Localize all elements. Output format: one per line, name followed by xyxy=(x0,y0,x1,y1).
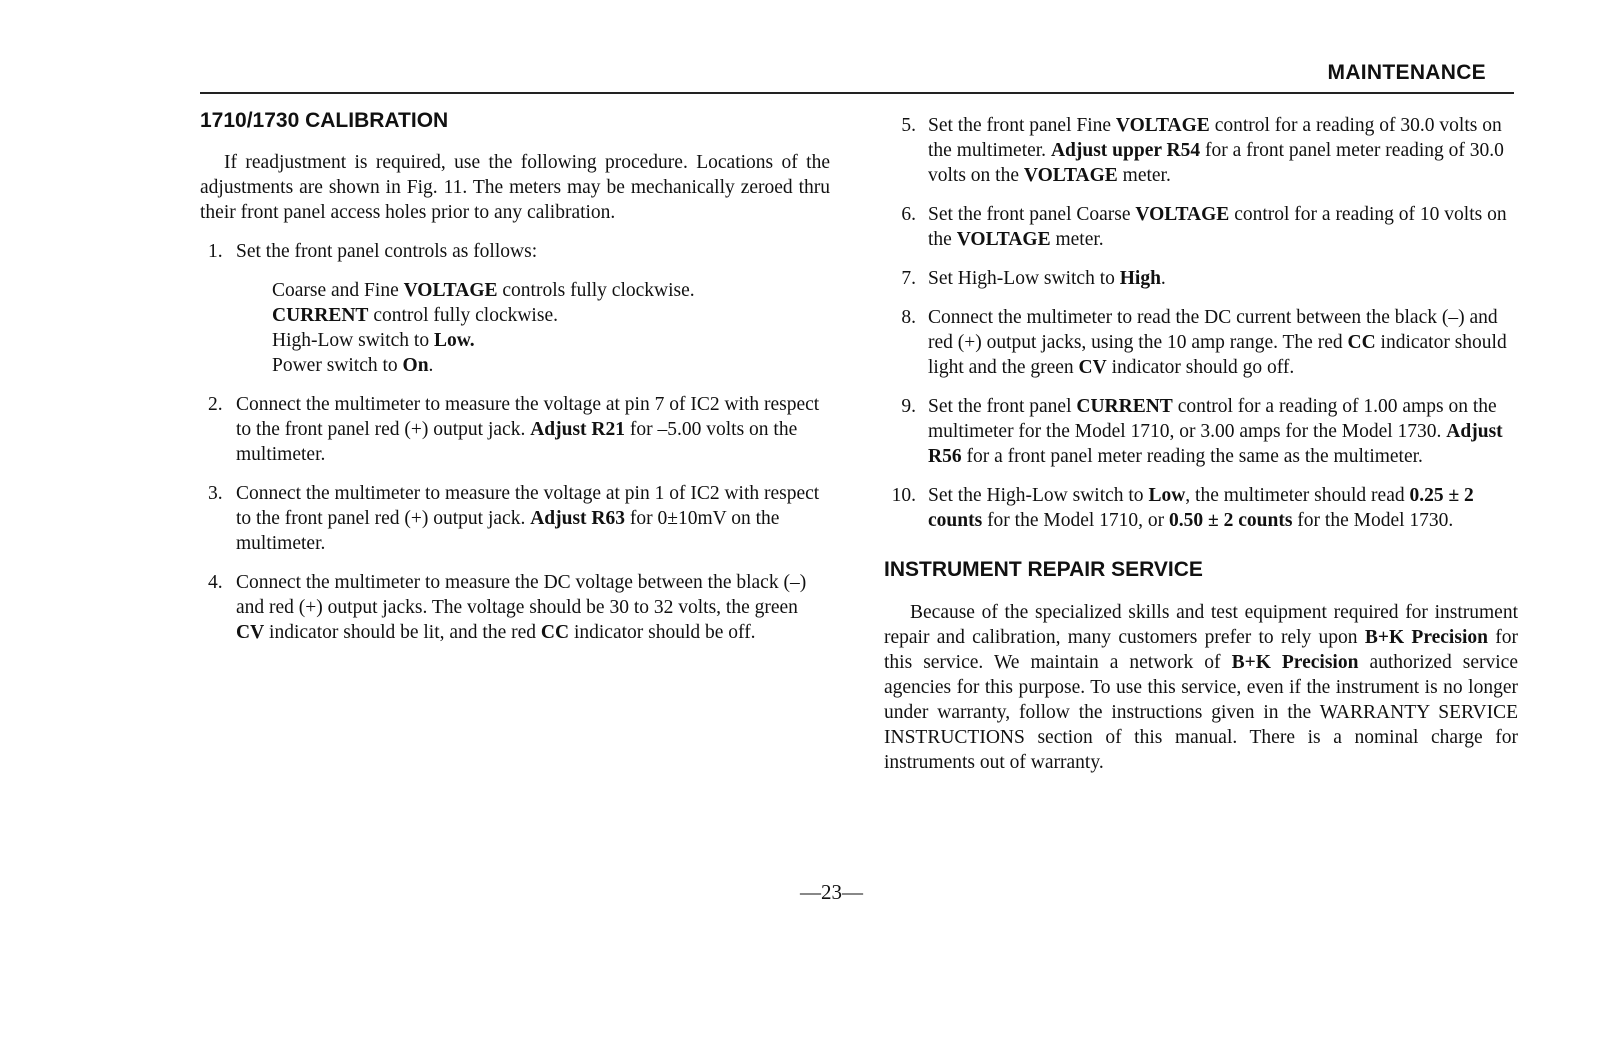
bold-term: 0.25 ± 2 counts xyxy=(928,485,1474,531)
step-number: 8. xyxy=(901,307,916,328)
step-text xyxy=(236,394,819,465)
calibration-heading: 1710/1730 CALIBRATION xyxy=(200,109,449,132)
text-run: . xyxy=(1160,268,1166,289)
step-text xyxy=(928,396,1503,467)
step-number: 1. xyxy=(208,241,223,262)
text-run: control for a reading of 30.0 volts on the multimeter. xyxy=(928,115,1502,161)
calibration-steps-right xyxy=(884,113,1518,533)
text-run: meter. xyxy=(1050,229,1104,250)
text-run: , the multimeter should read xyxy=(1185,485,1410,506)
text-run: Coarse and Fine xyxy=(272,280,404,301)
setting-line xyxy=(272,303,830,328)
text-run: for the Model 1710, or xyxy=(982,510,1170,531)
page-number: —23— xyxy=(800,880,863,904)
text-run: control fully clockwise. xyxy=(368,305,558,326)
bold-term: Adjust R63 xyxy=(530,508,626,529)
step-text xyxy=(928,307,1507,378)
step-item xyxy=(884,202,1518,252)
bold-term: Low xyxy=(1148,485,1186,506)
step-text xyxy=(928,204,1507,250)
text-run: for a front panel meter reading the same as the multimeter. xyxy=(961,446,1423,467)
text-run: for this service. We maintain a network of xyxy=(884,627,1518,673)
calibration-intro: If readjustment is required, use the following procedure. Locations of the adjustments are shown in Fig. 11. The meters may be mechanically zeroed thru their front panel access holes prior to any calibration. xyxy=(200,152,830,223)
text-run: High-Low switch to xyxy=(272,330,434,351)
step-number: 6. xyxy=(901,204,916,225)
bold-term: CURRENT xyxy=(272,305,369,326)
text-run: Set the front panel Fine xyxy=(928,115,1116,136)
step-number: 4. xyxy=(208,572,223,593)
left-column xyxy=(200,108,830,645)
step-number: 7. xyxy=(901,268,916,289)
bold-term: CV xyxy=(236,622,265,643)
calibration-steps-left xyxy=(200,239,830,645)
text-run: controls fully clockwise. xyxy=(497,280,695,301)
step-number: 5. xyxy=(901,115,916,136)
bold-term: CC xyxy=(540,622,570,643)
bold-term: VOLTAGE xyxy=(956,229,1051,250)
bold-term: VOLTAGE xyxy=(403,280,498,301)
step-text xyxy=(928,485,1474,531)
text-run: authorized service agencies for this purpose. To use this service, even if the instrument is no longer under warranty, follow the instructions given in the WARRANTY SERVICE INSTRUCTIONS section of this manual. There is a nominal charge for instruments out of warranty. xyxy=(884,652,1518,773)
text-run: Connect the multimeter to read the DC current between the black (–) and red (+) output jacks, using the 10 amp range. The red xyxy=(928,307,1498,353)
header-rule xyxy=(200,92,1514,94)
text-run: Because of the specialized skills and test equipment required for instrument repair and calibration, many customers prefer to rely upon xyxy=(884,602,1518,648)
text-run: Set the front panel controls as follows: xyxy=(236,241,538,262)
text-run: Set the front panel xyxy=(928,396,1077,417)
step-number: 3. xyxy=(208,483,223,504)
step-item xyxy=(200,570,830,645)
text-run: Set High-Low switch to xyxy=(928,268,1120,289)
setting-line xyxy=(272,353,830,378)
text-run: meter. xyxy=(1117,165,1171,186)
step-text xyxy=(236,483,819,554)
step-text xyxy=(928,115,1504,186)
bold-term: B+K Precision xyxy=(1364,627,1488,648)
setting-line xyxy=(272,328,830,353)
bold-term: CC xyxy=(1347,332,1376,353)
step-item xyxy=(200,392,830,467)
text-run: control for a reading of 1.00 amps on the multimeter for the Model 1710, or 3.00 amps for the Model 1730. xyxy=(928,396,1497,442)
text-run: indicator should light and the green xyxy=(928,332,1507,378)
text-run: . xyxy=(428,355,434,376)
step-item xyxy=(200,481,830,556)
step-number: 2. xyxy=(208,394,223,415)
bold-term: Adjust R56 xyxy=(928,421,1503,467)
step-item xyxy=(884,266,1518,291)
step-text xyxy=(236,572,806,643)
bold-term: Adjust upper R54 xyxy=(1050,140,1201,161)
step-item xyxy=(200,239,830,378)
text-run: indicator should be off. xyxy=(569,622,756,643)
text-run: Power switch to xyxy=(272,355,403,376)
text-run: for the Model 1730. xyxy=(1292,510,1454,531)
bold-term: B+K Precision xyxy=(1231,652,1359,673)
setting-line xyxy=(272,278,830,303)
bold-term: CURRENT xyxy=(1076,396,1173,417)
bold-term: VOLTAGE xyxy=(1023,165,1118,186)
repair-heading: INSTRUMENT REPAIR SERVICE xyxy=(884,558,1203,581)
bold-term: 0.50 ± 2 counts xyxy=(1169,510,1293,531)
text-run: indicator should be lit, and the red xyxy=(264,622,541,643)
text-run: Connect the multimeter to measure the voltage at pin 7 of IC2 with respect to the front panel red (+) output jack. xyxy=(236,394,820,440)
step-number: 9. xyxy=(901,396,916,417)
bold-term: VOLTAGE xyxy=(1135,204,1230,225)
repair-paragraph xyxy=(884,600,1518,775)
bold-term: CV xyxy=(1078,357,1107,378)
step-item xyxy=(884,394,1518,469)
bold-term: On xyxy=(402,355,429,376)
text-run: indicator should go off. xyxy=(1106,357,1295,378)
step-item xyxy=(884,483,1518,533)
bold-term: High xyxy=(1119,268,1161,289)
bold-term: Low. xyxy=(433,330,475,351)
right-column xyxy=(884,113,1518,775)
bold-term: VOLTAGE xyxy=(1115,115,1210,136)
bold-term: Adjust R21 xyxy=(530,419,626,440)
text-run: Connect the multimeter to measure the DC voltage between the black (–) and red (+) output jacks. The voltage should be 30 to 32 volts, the green xyxy=(236,572,807,618)
step-text xyxy=(236,241,537,262)
text-run: Set the High-Low switch to xyxy=(928,485,1149,506)
running-header: MAINTENANCE xyxy=(1327,61,1486,84)
step-text xyxy=(928,268,1166,289)
text-run: for –5.00 volts on the multimeter. xyxy=(236,419,798,465)
text-run: for a front panel meter reading of 30.0 volts on the xyxy=(928,140,1504,186)
text-run: for 0±10mV on the multimeter. xyxy=(236,508,780,554)
step-number: 10. xyxy=(891,485,916,506)
text-run: control for a reading of 10 volts on the xyxy=(928,204,1507,250)
text-run: Set the front panel Coarse xyxy=(928,204,1136,225)
control-settings xyxy=(272,278,830,378)
step-item xyxy=(884,113,1518,188)
step-item xyxy=(884,305,1518,380)
text-run: Connect the multimeter to measure the voltage at pin 1 of IC2 with respect to the front panel red (+) output jack. xyxy=(236,483,820,529)
